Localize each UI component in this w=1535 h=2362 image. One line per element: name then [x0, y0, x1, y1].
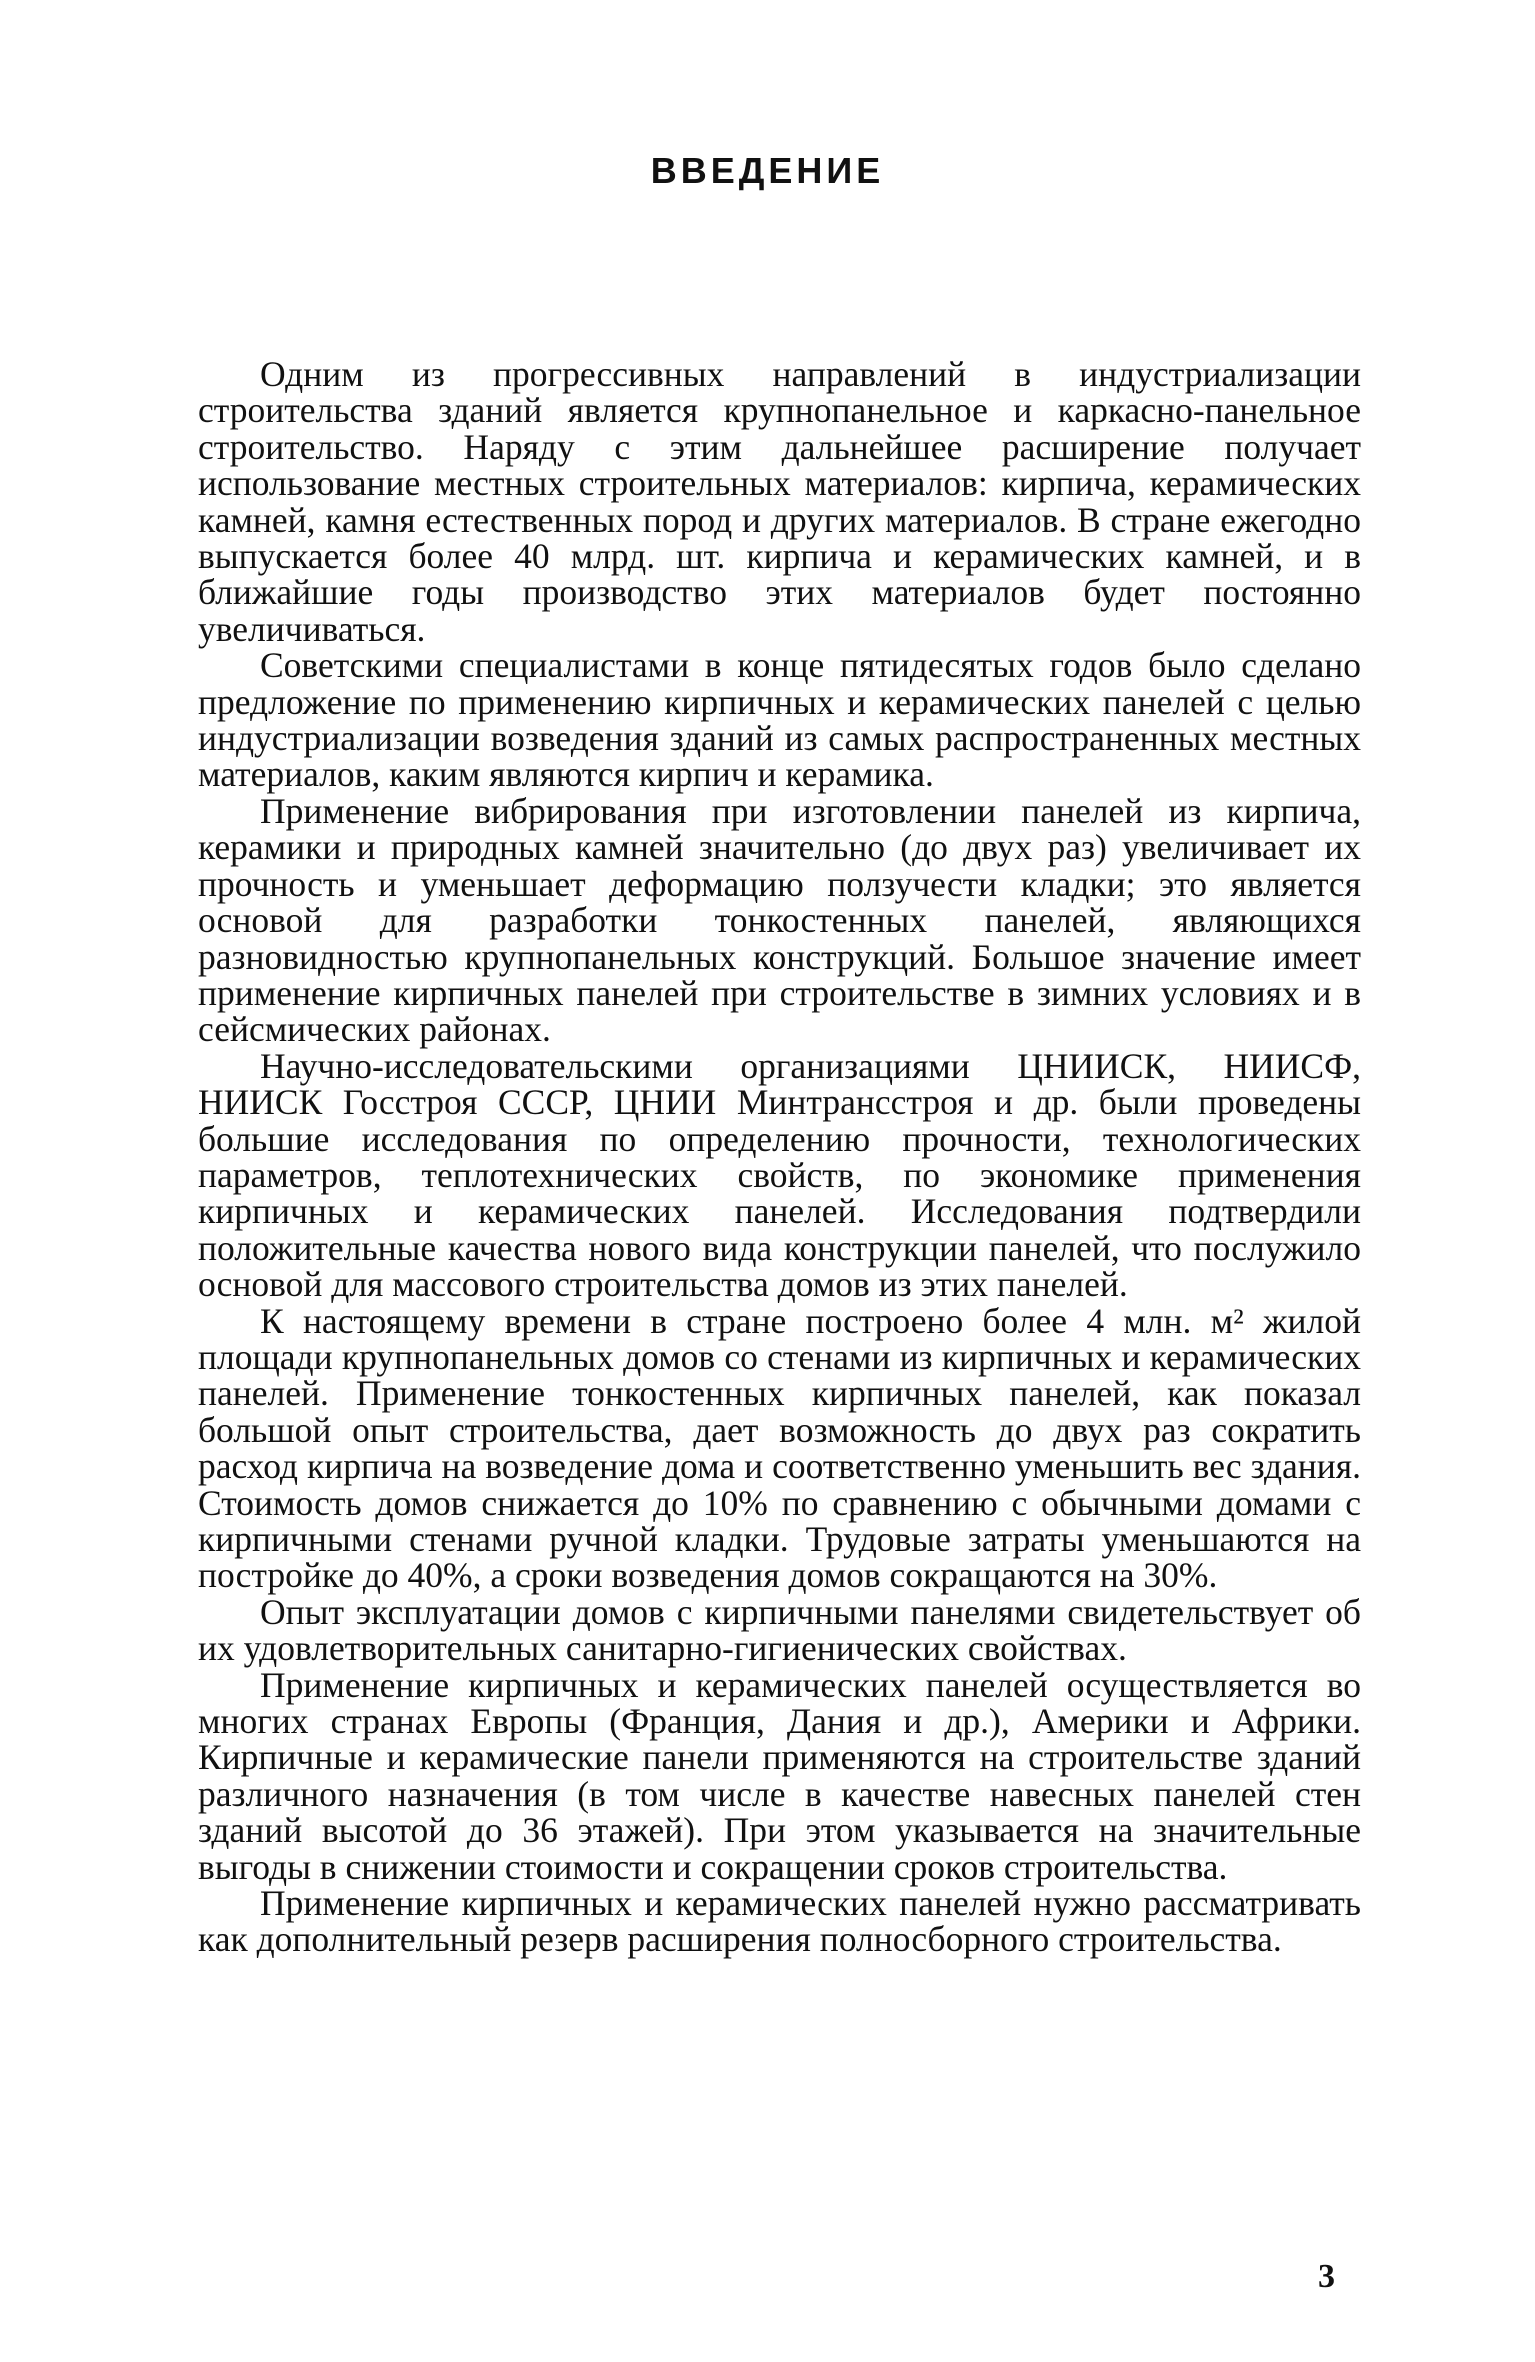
paragraph: Одним из прогрессивных направлений в индустриализации строительства зданий является крупнопанельное и каркасно-панельное строительство. Наряду с этим дальнейшее расширение получает использование местных строительных материалов: кирпича, керамических камней, камня естественных пород и других материалов. В стране ежегодно выпускается более 40 млрд. шт. кирпича и керамических камней, и в ближайшие годы производство этих материалов будет постоянно увеличиваться.: [198, 354, 1361, 649]
paragraph: Применение кирпичных и керамических панелей осуществляется во многих странах Европы (Франция, Дания и др.), Америки и Африки. Кирпичные и керамические панели применяются на строительстве зданий различного назначения (в том числе в качестве навесных панелей стен зданий высотой до 36 этажей). При этом указывается на значительные выгоды в снижении стоимости и сокращении сроков строительства.: [198, 1664, 1361, 1887]
body-text: [198, 356, 1361, 1958]
paragraph: Применение кирпичных и керамических панелей нужно рассматривать как дополнительный резерв расширения полносборного строительства.: [198, 1883, 1361, 1960]
paragraph: Советскими специалистами в конце пятидесятых годов было сделано предложение по применению кирпичных и керамических панелей с целью индустриализации возведения зданий из самых распространенных местных материалов, каким являются кирпич и керамика.: [198, 645, 1361, 795]
paragraph: Научно-исследовательскими организациями ЦНИИСК, НИИСФ, НИИСК Госстроя СССР, ЦНИИ Минтрансстроя и др. были проведены большие исследования по определению прочности, технологических параметров, теплотехнических свойств, по экономике применения кирпичных и керамических панелей. Исследования подтвердили положительные качества нового вида конструкции панелей, что послужило основой для массового строительства домов из этих панелей.: [198, 1045, 1361, 1305]
paragraph: Применение вибрирования при изготовлении панелей из кирпича, керамики и природных камней значительно (до двух раз) увеличивает их прочность и уменьшает деформацию ползучести кладки; это является основой для разработки тонкостенных панелей, являющихся разновидностью крупнопанельных конструкций. Большое значение имеет применение кирпичных панелей при строительстве в зимних условиях и в сейсмических районах.: [198, 790, 1361, 1050]
page-title: ВВЕДЕНИЕ: [650, 150, 885, 191]
page-number: 3: [1318, 2258, 1335, 2295]
paragraph: Опыт эксплуатации домов с кирпичными панелями свидетельствует об их удовлетворительных санитарно-гигиенических свойствах.: [198, 1591, 1361, 1669]
paragraph: К настоящему времени в стране построено более 4 млн. м² жилой площади крупнопанельных домов со стенами из кирпичных и керамических панелей. Применение тонкостенных кирпичных панелей, как показал большой опыт строительства, дает возможность до двух раз сократить расход кирпича на возведение дома и соответственно уменьшить вес здания. Стоимость домов снижается до 10% по сравнению с обычными домами с кирпичными стенами ручной кладки. Трудовые затраты уменьшаются на постройке до 40%, а сроки возведения домов сокращаются на 30%.: [198, 1300, 1361, 1596]
